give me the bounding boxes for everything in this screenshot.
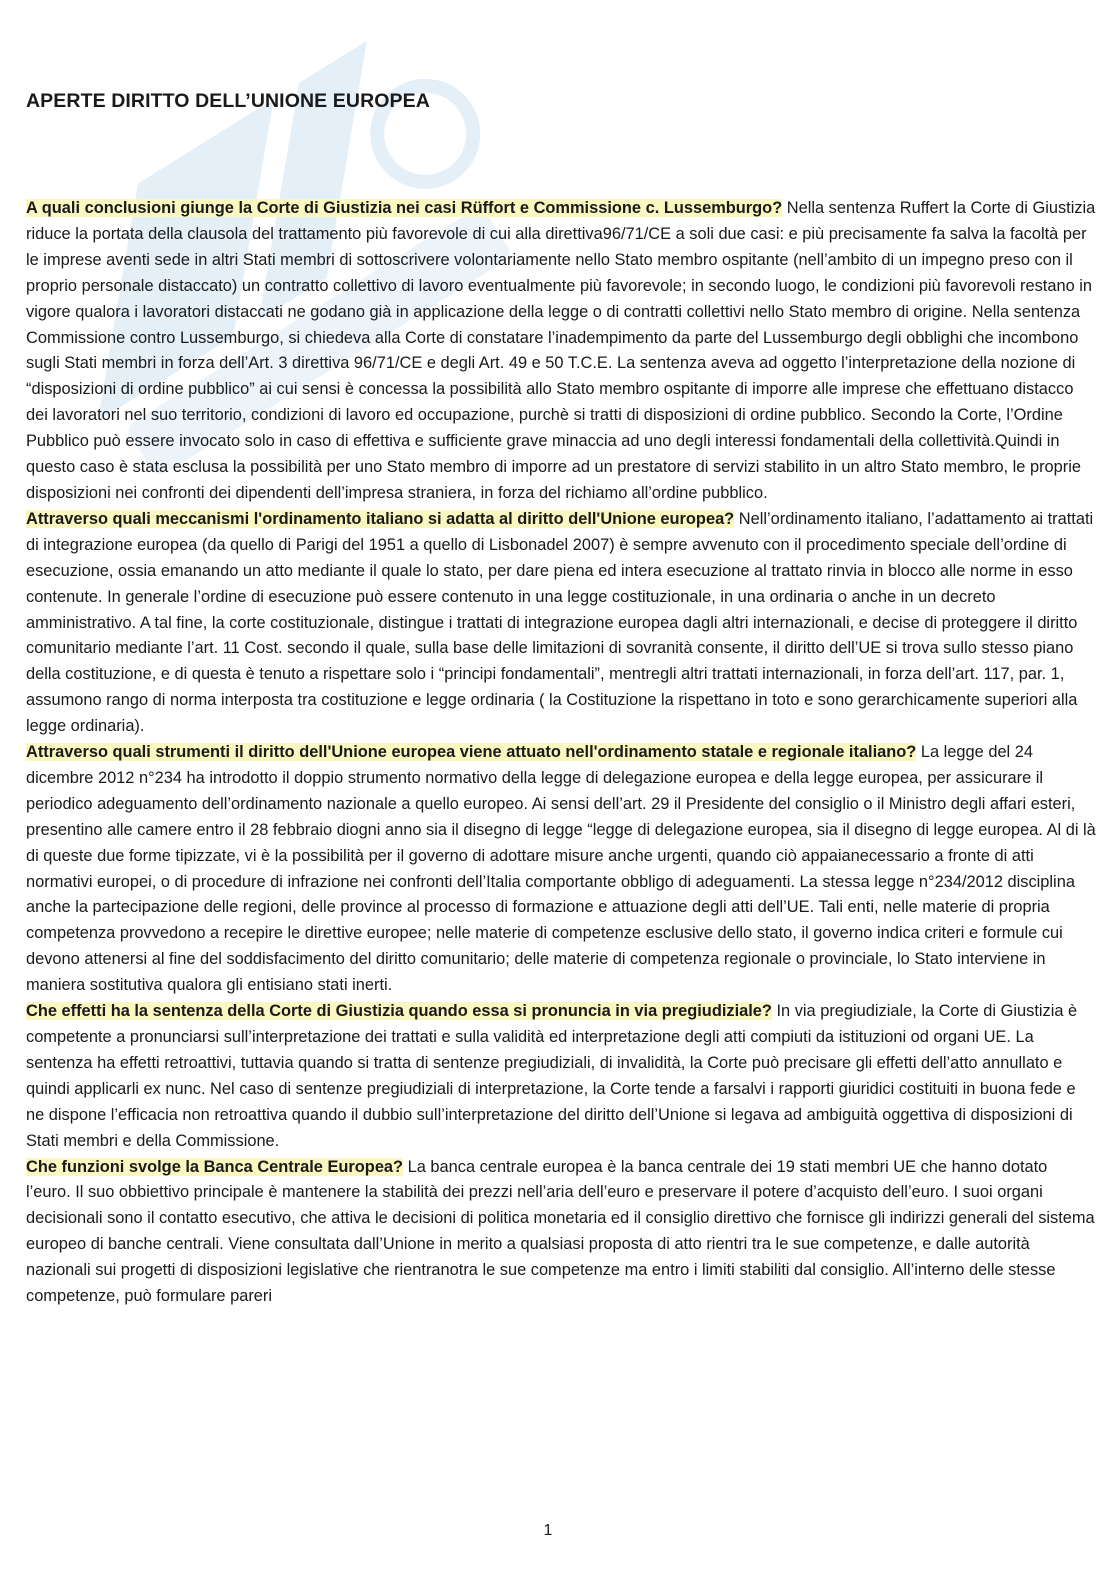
- page-number: 1: [543, 1522, 553, 1539]
- question-heading: Attraverso quali meccanismi l'ordinamento italiano si adatta al diritto dell'Unione europea?: [26, 509, 735, 528]
- answer-text: Nell’ordinamento italiano, l’adattamento ai trattati di integrazione europea (da quello di Parigi del 1951 a quello di Lisbonadel 2007) è sempre avvenuto con il procedimento speciale dell’ordine di esecuzione, ossia emanando un atto mediante il quale lo stato, per dare piena ed intera esecuzione al trattato rinvia in blocco alle norme in esso contenute. In generale l’ordine di esecuzione può essere contenuto in una legge costituzionale, in una ordinaria o anche in un decreto amministrativo. A tal fine, la corte costituzionale, distingue i trattati di integrazione europea dagli altri internazionali, e decise di proteggere il diritto comunitario mediante l’art. 11 Cost. secondo il quale, sulla base delle limitazioni di sovranità consente, il diritto dell’UE si trova sullo stesso piano della costituzione, e di questa è tenuto a rispettare solo i “principi fondamentali”, mentregli altri trattati internazionali, in forza dell’art. 117, par. 1, assumono rango di norma interposta tra costituzione e legge ordinaria ( la Costituzione la rispettano in toto e sono gerarchicamente superiori alla legge ordinaria).: [26, 509, 1094, 736]
- qa-section-2: [26, 507, 1096, 740]
- answer-text: Nella sentenza Ruffert la Corte di Giustizia riduce la portata della clausola del trattamento più favorevole di cui alla direttiva96/71/CE a soli due casi: e più precisamente fa salva la facoltà per le imprese aventi sede in altri Stati membri di sottoscrivere volontariamente nello Stato membro ospitante (nell’ambito di un impegno preso con il proprio personale distaccato) un contratto collettivo di lavoro eventualmente più favorevole; in secondo luogo, le condizioni più favorevoli restano in vigore qualora i lavoratori distaccati ne godano già in applicazione della legge o di contratti collettivi nello Stato membro di origine. Nella sentenza Commissione contro Lussemburgo, si chiedeva alla Corte di constatare l’inadempimento da parte del Lussemburgo degli obblighi che incombono sugli Stati membri in forza dell’Art. 3 direttiva 96/71/CE e degli Art. 49 e 50 T.C.E. La sentenza aveva ad oggetto l’interpretazione della nozione di “disposizioni di ordine pubblico” ai cui sensi è concessa la possibilità allo Stato membro ospitante di imporre alle imprese che effettuano distacco dei lavoratori nel suo territorio, condizioni di lavoro ed occupazione, purchè si tratti di disposizioni di ordine pubblico. Secondo la Corte, l’Ordine Pubblico può essere invocato solo in caso di effettiva e sufficiente grave minaccia ad uno degli interessi fondamentali della collettività.Quindi in questo caso è stata esclusa la possibilità per uno Stato membro di imporre ad un prestatore di servizi stabilito in un altro Stato membro, le proprie disposizioni nei confronti dei dipendenti dell’impresa straniera, in forza del richiamo all’ordine pubblico.: [26, 199, 1096, 502]
- question-heading: A quali conclusioni giunge la Corte di Giustizia nei casi Rüffort e Commissione c. Lussemburgo?: [26, 199, 783, 217]
- answer-text: La legge del 24 dicembre 2012 n°234 ha introdotto il doppio strumento normativo della legge di delegazione europea e della legge europea, per assicurare il periodico adeguamento dell’ordinamento nazionale a quello europeo. Ai sensi dell’art. 29 il Presidente del consiglio o il Ministro degli affari esteri, presentino alle camere entro il 28 febbraio diogni anno sia il disegno di legge “legge di delegazione europea, sia il disegno di legge europea. Al di là di queste due forme tipizzate, vi è la possibilità per il governo di adottare misure anche urgenti, quando ciò appaianecessario a fronte di atti normativi europei, o di procedure di infrazione nei confronti dell’Italia comportante obbligo di adeguamenti. La stessa legge n°234/2012 disciplina anche la partecipazione delle regioni, delle province al processo di formazione e attuazione degli atti dell’UE. Tali enti, nelle materie di propria competenza provvedono a recepire le direttive europee; nelle materie di competenze esclusive dello stato, il governo indica criteri e formule cui devono attenersi al fine del soddisfacimento del diritto comunitario; delle materie di competenza regionale o provinciale, lo Stato interviene in maniera sostitutiva qualora gli entisiano stati inerti.: [26, 743, 1096, 995]
- qa-section-4: [26, 999, 1096, 1154]
- qa-section-3: [26, 740, 1096, 999]
- qa-section-1: [26, 196, 1096, 507]
- question-heading: Che effetti ha la sentenza della Corte di Giustizia quando essa si pronuncia in via pregiudiziale?: [26, 1002, 772, 1021]
- document-body: [26, 196, 1096, 1310]
- answer-text: In via pregiudiziale, la Corte di Giustizia è competente a pronunciarsi sull’interpretazione dei trattati e sulla validità ed interpretazione degli atti compiuti da istituzioni od organi UE. La sentenza ha effetti retroattivi, tuttavia quando si tratta di sentenze pregiudiziali, di invalidità, la Corte può precisare gli effetti dell’atto annullato e quindi applicarli ex nunc. Nel caso di sentenze pregiudiziali di interpretazione, la Corte tende a farsalvi i rapporti giuridici costituiti in buona fede e ne dispone l’efficacia non retroattiva quando il dubbio sull’interpretazione del diritto dell’Unione si legava ad ambiguità oggettiva di disposizioni di Stati membri e della Commissione.: [26, 1002, 1078, 1150]
- qa-section-5: [26, 1155, 1096, 1310]
- question-heading: Attraverso quali strumenti il diritto dell'Unione europea viene attuato nell'ordinamento statale e regionale italiano?: [26, 743, 917, 762]
- question-heading: Che funzioni svolge la Banca Centrale Europea?: [26, 1157, 404, 1176]
- answer-text: La banca centrale europea è la banca centrale dei 19 stati membri UE che hanno dotato l’euro. Il suo obbiettivo principale è mantenere la stabilità dei prezzi nell’aria dell’euro e preservare il potere d’acquisto dell’euro. I suoi organi decisionali sono il contatto esecutivo, che attiva le decisioni di politica monetaria ed il consiglio direttivo che fornisce gli indirizzi generali del sistema europeo di banche centrali. Viene consultata dall’Unione in merito a qualsiasi proposta di atto rientri tra le sue competenze, e dalle autorità nazionali sui progetti di disposizioni legislative che rientranotra le sue competenze ma entro i limiti stabiliti dal consiglio. All’interno delle stesse competenze, può formulare pareri: [26, 1157, 1095, 1306]
- document-title: APERTE DIRITTO DELL’UNIONE EUROPEA: [26, 90, 430, 112]
